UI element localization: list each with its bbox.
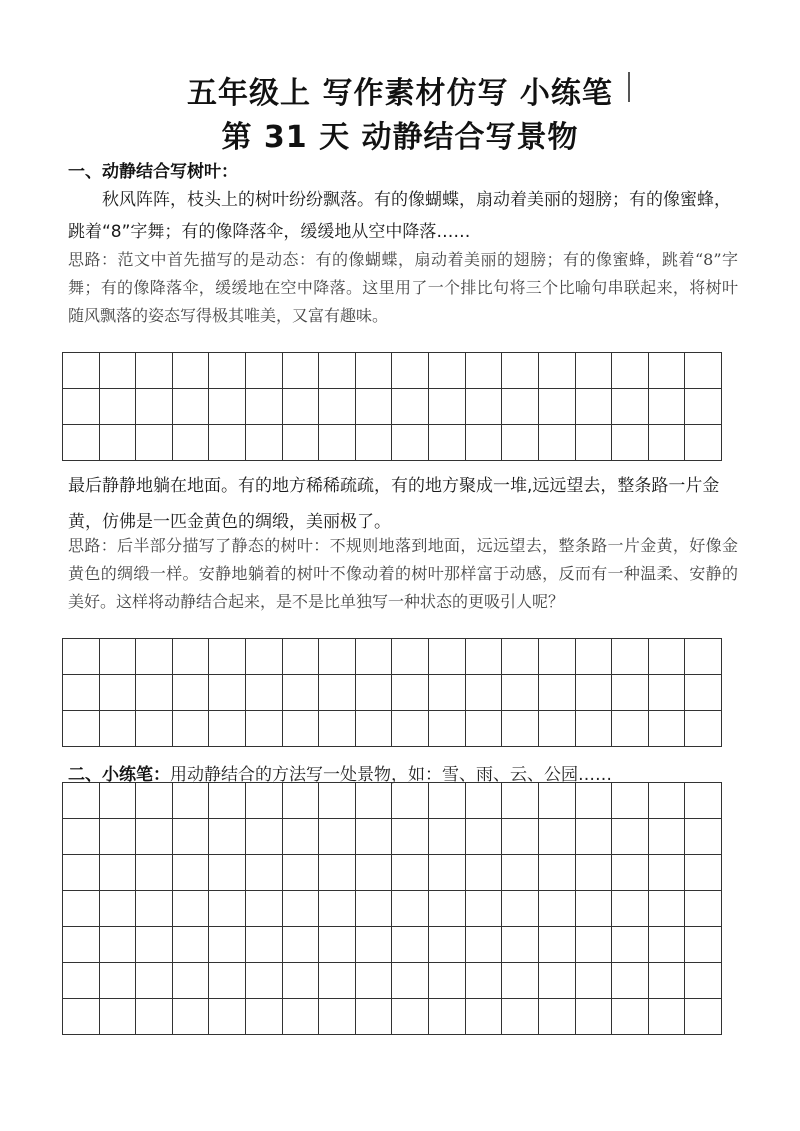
grid-cell[interactable] <box>173 711 210 747</box>
example-paragraph-1: 秋风阵阵，枝头上的树叶纷纷飘落。有的像蝴蝶，扇动着美丽的翅膀；有的像蜜蜂，跳着“8”字舞；有的像降落伞，缓缓地从空中降落…… <box>68 190 731 242</box>
analysis-note-2: 思路：后半部分描写了静态的树叶：不规则地落到地面，远远望去，整条路一片金黄，好像金黄色的绸缎一样。安静地躺着的树叶不像动着的树叶那样富于动感，反而有一种温柔、安静的美好。这样将动静结合起来，是不是比单独写一种状态的更吸引人呢？ <box>68 536 738 611</box>
grid-cell[interactable] <box>100 639 137 675</box>
grid-cell[interactable] <box>429 353 466 389</box>
grid-cell[interactable] <box>319 425 356 461</box>
grid-cell[interactable] <box>283 389 320 425</box>
grid-cell[interactable] <box>502 639 539 675</box>
grid-cell[interactable] <box>356 855 393 891</box>
grid-cell[interactable] <box>283 425 320 461</box>
grid-cell[interactable] <box>319 891 356 927</box>
grid-cell[interactable] <box>612 353 649 389</box>
grid-cell[interactable] <box>502 819 539 855</box>
grid-cell[interactable] <box>63 891 100 927</box>
grid-cell[interactable] <box>63 675 100 711</box>
grid-cell[interactable] <box>649 389 686 425</box>
grid-cell[interactable] <box>173 855 210 891</box>
grid-cell[interactable] <box>576 891 613 927</box>
grid-cell[interactable] <box>576 999 613 1035</box>
grid-cell[interactable] <box>649 891 686 927</box>
grid-cell[interactable] <box>136 927 173 963</box>
grid-cell[interactable] <box>173 999 210 1035</box>
grid-cell[interactable] <box>576 819 613 855</box>
grid-cell[interactable] <box>136 425 173 461</box>
grid-cell[interactable] <box>539 783 576 819</box>
grid-cell[interactable] <box>429 389 466 425</box>
grid-cell[interactable] <box>392 999 429 1035</box>
grid-cell[interactable] <box>283 891 320 927</box>
grid-cell[interactable] <box>502 425 539 461</box>
grid-cell[interactable] <box>63 389 100 425</box>
grid-cell[interactable] <box>392 425 429 461</box>
grid-cell[interactable] <box>612 999 649 1035</box>
grid-cell[interactable] <box>319 963 356 999</box>
grid-cell[interactable] <box>63 927 100 963</box>
grid-cell[interactable] <box>649 353 686 389</box>
grid-cell[interactable] <box>356 675 393 711</box>
grid-cell[interactable] <box>649 675 686 711</box>
grid-cell[interactable] <box>685 963 722 999</box>
grid-cell[interactable] <box>685 353 722 389</box>
grid-cell[interactable] <box>246 999 283 1035</box>
grid-cell[interactable] <box>539 999 576 1035</box>
grid-cell[interactable] <box>63 963 100 999</box>
grid-cell[interactable] <box>392 711 429 747</box>
grid-cell[interactable] <box>612 855 649 891</box>
grid-cell[interactable] <box>100 675 137 711</box>
grid-cell[interactable] <box>392 639 429 675</box>
grid-cell[interactable] <box>246 353 283 389</box>
grid-cell[interactable] <box>356 783 393 819</box>
grid-cell[interactable] <box>63 639 100 675</box>
grid-cell[interactable] <box>100 783 137 819</box>
grid-cell[interactable] <box>576 353 613 389</box>
grid-cell[interactable] <box>356 891 393 927</box>
grid-cell[interactable] <box>283 927 320 963</box>
grid-cell[interactable] <box>612 819 649 855</box>
grid-cell[interactable] <box>539 963 576 999</box>
grid-cell[interactable] <box>429 999 466 1035</box>
grid-cell[interactable] <box>136 711 173 747</box>
grid-cell[interactable] <box>283 999 320 1035</box>
grid-cell[interactable] <box>466 927 503 963</box>
grid-cell[interactable] <box>466 425 503 461</box>
grid-cell[interactable] <box>429 425 466 461</box>
grid-cell[interactable] <box>539 855 576 891</box>
grid-cell[interactable] <box>209 711 246 747</box>
grid-cell[interactable] <box>466 353 503 389</box>
grid-cell[interactable] <box>246 819 283 855</box>
grid-cell[interactable] <box>246 711 283 747</box>
grid-cell[interactable] <box>466 891 503 927</box>
grid-cell[interactable] <box>283 783 320 819</box>
grid-cell[interactable] <box>429 855 466 891</box>
grid-cell[interactable] <box>356 425 393 461</box>
grid-cell[interactable] <box>576 675 613 711</box>
grid-cell[interactable] <box>392 855 429 891</box>
grid-cell[interactable] <box>209 389 246 425</box>
grid-cell[interactable] <box>466 639 503 675</box>
grid-cell[interactable] <box>136 999 173 1035</box>
grid-cell[interactable] <box>612 639 649 675</box>
grid-cell[interactable] <box>63 855 100 891</box>
grid-cell[interactable] <box>319 389 356 425</box>
grid-cell[interactable] <box>539 425 576 461</box>
grid-cell[interactable] <box>429 891 466 927</box>
grid-cell[interactable] <box>466 963 503 999</box>
grid-cell[interactable] <box>685 711 722 747</box>
grid-cell[interactable] <box>136 891 173 927</box>
grid-cell[interactable] <box>136 963 173 999</box>
grid-cell[interactable] <box>429 963 466 999</box>
grid-cell[interactable] <box>173 675 210 711</box>
grid-cell[interactable] <box>356 353 393 389</box>
grid-cell[interactable] <box>356 927 393 963</box>
grid-cell[interactable] <box>539 927 576 963</box>
grid-cell[interactable] <box>209 425 246 461</box>
grid-cell[interactable] <box>209 891 246 927</box>
grid-cell[interactable] <box>136 783 173 819</box>
grid-cell[interactable] <box>502 999 539 1035</box>
writing-grid-1[interactable] <box>62 352 722 461</box>
grid-cell[interactable] <box>539 891 576 927</box>
grid-cell[interactable] <box>209 963 246 999</box>
grid-cell[interactable] <box>173 891 210 927</box>
grid-cell[interactable] <box>209 999 246 1035</box>
grid-cell[interactable] <box>429 639 466 675</box>
grid-cell[interactable] <box>209 927 246 963</box>
section1-heading: 一、动静结合写树叶： <box>68 162 238 182</box>
grid-cell[interactable] <box>246 675 283 711</box>
grid-cell[interactable] <box>576 783 613 819</box>
grid-cell[interactable] <box>100 353 137 389</box>
grid-cell[interactable] <box>173 389 210 425</box>
grid-cell[interactable] <box>63 819 100 855</box>
grid-cell[interactable] <box>63 353 100 389</box>
grid-cell[interactable] <box>100 855 137 891</box>
example-paragraph-2: 最后静静地躺在地面。有的地方稀稀疏疏，有的地方聚成一堆,远远望去，整条路一片金黄，仿佛是一匹金黄色的绸缎，美丽极了。 <box>68 476 720 532</box>
grid-cell[interactable] <box>649 639 686 675</box>
grid-cell[interactable] <box>649 999 686 1035</box>
grid-cell[interactable] <box>612 891 649 927</box>
grid-cell[interactable] <box>502 927 539 963</box>
grid-cell[interactable] <box>356 819 393 855</box>
grid-cell[interactable] <box>100 711 137 747</box>
grid-cell[interactable] <box>685 819 722 855</box>
page-title: 五年级上 写作素材仿写 小练笔 <box>187 76 613 111</box>
grid-cell[interactable] <box>392 783 429 819</box>
grid-cell[interactable] <box>502 891 539 927</box>
grid-cell[interactable] <box>319 855 356 891</box>
grid-cell[interactable] <box>685 425 722 461</box>
grid-cell[interactable] <box>173 783 210 819</box>
grid-cell[interactable] <box>392 389 429 425</box>
grid-cell[interactable] <box>649 425 686 461</box>
grid-cell[interactable] <box>576 389 613 425</box>
page-subtitle: 第 31 天 动静结合写景物 <box>221 120 579 155</box>
grid-cell[interactable] <box>319 639 356 675</box>
grid-cell[interactable] <box>209 855 246 891</box>
grid-cell[interactable] <box>685 999 722 1035</box>
grid-cell[interactable] <box>576 963 613 999</box>
grid-cell[interactable] <box>502 783 539 819</box>
grid-cell[interactable] <box>136 389 173 425</box>
grid-cell[interactable] <box>356 389 393 425</box>
grid-cell[interactable] <box>392 963 429 999</box>
grid-cell[interactable] <box>612 783 649 819</box>
grid-cell[interactable] <box>502 963 539 999</box>
grid-cell[interactable] <box>283 819 320 855</box>
grid-cell[interactable] <box>100 927 137 963</box>
grid-cell[interactable] <box>246 963 283 999</box>
grid-cell[interactable] <box>246 639 283 675</box>
grid-cell[interactable] <box>576 927 613 963</box>
grid-cell[interactable] <box>429 783 466 819</box>
grid-cell[interactable] <box>136 639 173 675</box>
grid-cell[interactable] <box>502 711 539 747</box>
grid-cell[interactable] <box>319 927 356 963</box>
grid-cell[interactable] <box>685 639 722 675</box>
grid-cell[interactable] <box>283 675 320 711</box>
grid-cell[interactable] <box>100 425 137 461</box>
grid-cell[interactable] <box>649 963 686 999</box>
writing-grid-3[interactable] <box>62 782 722 1035</box>
grid-cell[interactable] <box>356 639 393 675</box>
grid-cell[interactable] <box>173 353 210 389</box>
grid-cell[interactable] <box>209 639 246 675</box>
grid-cell[interactable] <box>539 389 576 425</box>
grid-cell[interactable] <box>466 855 503 891</box>
grid-cell[interactable] <box>612 425 649 461</box>
grid-cell[interactable] <box>429 927 466 963</box>
grid-cell[interactable] <box>685 891 722 927</box>
grid-cell[interactable] <box>649 855 686 891</box>
grid-cell[interactable] <box>283 711 320 747</box>
grid-cell[interactable] <box>209 353 246 389</box>
grid-cell[interactable] <box>466 999 503 1035</box>
grid-cell[interactable] <box>392 353 429 389</box>
grid-cell[interactable] <box>319 675 356 711</box>
grid-cell[interactable] <box>246 891 283 927</box>
grid-cell[interactable] <box>502 675 539 711</box>
section2-heading-text: 用动静结合的方法写一处景物，如：雪、雨、云、公园…… <box>170 765 612 785</box>
grid-cell[interactable] <box>466 389 503 425</box>
grid-cell[interactable] <box>100 999 137 1035</box>
grid-cell[interactable] <box>502 353 539 389</box>
grid-cell[interactable] <box>283 963 320 999</box>
grid-cell[interactable] <box>685 855 722 891</box>
grid-cell[interactable] <box>576 855 613 891</box>
grid-cell[interactable] <box>246 927 283 963</box>
writing-grid-2[interactable] <box>62 638 722 747</box>
margin-mark <box>628 72 630 102</box>
grid-cell[interactable] <box>429 819 466 855</box>
grid-cell[interactable] <box>392 927 429 963</box>
grid-cell[interactable] <box>63 783 100 819</box>
grid-cell[interactable] <box>685 389 722 425</box>
grid-cell[interactable] <box>246 855 283 891</box>
grid-cell[interactable] <box>392 675 429 711</box>
grid-cell[interactable] <box>429 711 466 747</box>
grid-cell[interactable] <box>209 675 246 711</box>
grid-cell[interactable] <box>356 963 393 999</box>
grid-cell[interactable] <box>319 783 356 819</box>
grid-cell[interactable] <box>576 425 613 461</box>
grid-cell[interactable] <box>576 639 613 675</box>
grid-cell[interactable] <box>356 711 393 747</box>
grid-cell[interactable] <box>539 819 576 855</box>
grid-cell[interactable] <box>283 353 320 389</box>
grid-cell[interactable] <box>283 639 320 675</box>
grid-cell[interactable] <box>209 819 246 855</box>
grid-cell[interactable] <box>612 711 649 747</box>
grid-cell[interactable] <box>63 711 100 747</box>
grid-cell[interactable] <box>246 389 283 425</box>
grid-cell[interactable] <box>466 711 503 747</box>
grid-cell[interactable] <box>283 855 320 891</box>
grid-cell[interactable] <box>319 353 356 389</box>
grid-cell[interactable] <box>319 999 356 1035</box>
grid-cell[interactable] <box>136 819 173 855</box>
grid-cell[interactable] <box>466 783 503 819</box>
grid-cell[interactable] <box>356 999 393 1035</box>
grid-cell[interactable] <box>392 819 429 855</box>
grid-cell[interactable] <box>429 675 466 711</box>
grid-cell[interactable] <box>100 963 137 999</box>
grid-cell[interactable] <box>612 389 649 425</box>
grid-cell[interactable] <box>100 819 137 855</box>
grid-cell[interactable] <box>100 891 137 927</box>
grid-cell[interactable] <box>173 819 210 855</box>
grid-cell[interactable] <box>502 389 539 425</box>
grid-cell[interactable] <box>100 389 137 425</box>
grid-cell[interactable] <box>173 639 210 675</box>
grid-cell[interactable] <box>539 639 576 675</box>
grid-cell[interactable] <box>136 675 173 711</box>
grid-cell[interactable] <box>685 783 722 819</box>
grid-cell[interactable] <box>136 855 173 891</box>
grid-cell[interactable] <box>685 675 722 711</box>
grid-cell[interactable] <box>685 927 722 963</box>
grid-cell[interactable] <box>63 999 100 1035</box>
grid-cell[interactable] <box>392 891 429 927</box>
grid-cell[interactable] <box>319 819 356 855</box>
grid-cell[interactable] <box>649 711 686 747</box>
grid-cell[interactable] <box>246 425 283 461</box>
grid-cell[interactable] <box>612 675 649 711</box>
grid-cell[interactable] <box>63 425 100 461</box>
grid-cell[interactable] <box>466 675 503 711</box>
grid-cell[interactable] <box>612 927 649 963</box>
grid-cell[interactable] <box>649 927 686 963</box>
section2-heading-label: 二、小练笔： <box>68 765 170 785</box>
grid-cell[interactable] <box>319 711 356 747</box>
grid-cell[interactable] <box>539 675 576 711</box>
grid-cell[interactable] <box>173 425 210 461</box>
grid-cell[interactable] <box>576 711 613 747</box>
grid-cell[interactable] <box>173 927 210 963</box>
grid-cell[interactable] <box>649 819 686 855</box>
grid-cell[interactable] <box>136 353 173 389</box>
grid-cell[interactable] <box>502 855 539 891</box>
grid-cell[interactable] <box>649 783 686 819</box>
grid-cell[interactable] <box>539 353 576 389</box>
grid-cell[interactable] <box>173 963 210 999</box>
grid-cell[interactable] <box>209 783 246 819</box>
grid-cell[interactable] <box>539 711 576 747</box>
grid-cell[interactable] <box>612 963 649 999</box>
grid-cell[interactable] <box>466 819 503 855</box>
grid-cell[interactable] <box>246 783 283 819</box>
analysis-note-1: 思路：范文中首先描写的是动态：有的像蝴蝶，扇动着美丽的翅膀；有的像蜜蜂，跳着“8”字舞；有的像降落伞，缓缓地在空中降落。这里用了一个排比句将三个比喻句串联起来，将树叶随风飘落的姿态写得极其唯美，又富有趣味。 <box>68 250 738 325</box>
